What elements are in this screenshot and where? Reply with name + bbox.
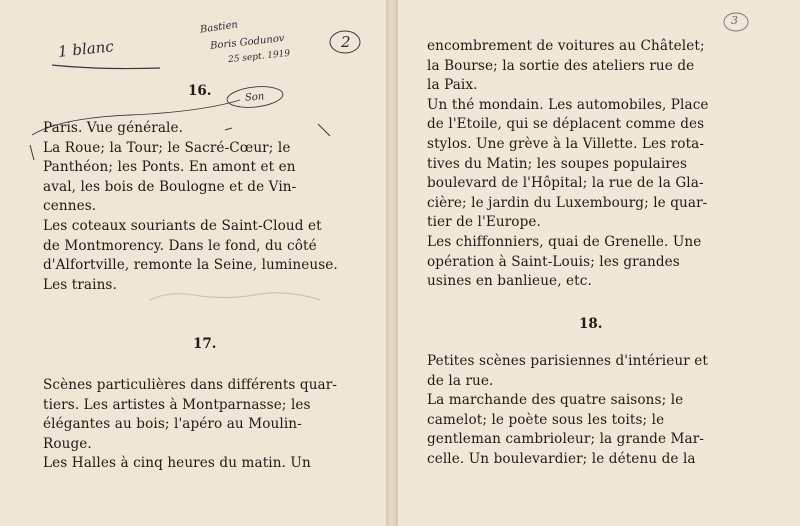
text-line: encombrement de voitures au Châtelet; <box>427 38 705 54</box>
text-line: stylos. Une grève à la Villette. Les rota- <box>427 135 705 152</box>
text-line: de l'Etoile, qui se déplacent comme des <box>427 116 705 133</box>
text-line: La Roue; la Tour; le Sacré-Cœur; le <box>43 139 291 156</box>
text-line: celle. Un boulevardier; le détenu de la <box>427 450 696 467</box>
right-page-continuation-text <box>427 37 777 292</box>
text-line: d'Alfortville, remonte la Seine, lumineuse. <box>43 257 338 274</box>
text-line: de la rue. <box>427 372 494 389</box>
text-line: de Montmorency. Dans le fond, du côté <box>43 237 317 254</box>
text-line: boulevard de l'Hôpital; la rue de la Gla- <box>427 175 704 192</box>
text-line: Rouge. <box>43 435 92 452</box>
handwritten-page-number-right: 3 <box>731 14 738 27</box>
text-line: cière; le jardin du Luxembourg; le quar- <box>427 194 708 211</box>
text-line: Panthéon; les Ponts. En amont et en <box>43 159 296 176</box>
text-line: tier de l'Europe. <box>427 214 541 231</box>
text-line: Petites scènes parisiennes d'intérieur et <box>427 353 708 369</box>
section-16-text <box>43 119 378 295</box>
section-17-text <box>43 376 378 474</box>
text-line: tiers. Les artistes à Montparnasse; les <box>43 396 311 413</box>
handwritten-page-number: 2 <box>341 33 351 51</box>
text-line: Scènes particulières dans différents quar- <box>43 377 338 393</box>
text-line: opération à Saint-Louis; les grandes <box>427 253 680 270</box>
section-number-16: 16. <box>188 83 212 99</box>
handwritten-note-date: 25 sept. 1919 <box>227 48 291 66</box>
text-line: la Bourse; la sortie des ateliers rue de <box>427 57 695 74</box>
text-line: la Paix. <box>427 77 478 94</box>
section-number-18: 18. <box>579 316 603 332</box>
section-18-text <box>427 352 777 470</box>
text-line: Les coteaux souriants de Saint-Cloud et <box>43 217 322 234</box>
text-line: usines en banlieue, etc. <box>427 273 592 290</box>
text-line: Les Halles à cinq heures du matin. Un <box>43 455 311 472</box>
text-line: Paris. Vue générale. <box>43 120 184 136</box>
text-line: élégantes au bois; l'apéro au Moulin- <box>43 416 302 433</box>
text-line: tives du Matin; les soupes populaires <box>427 155 688 172</box>
handwritten-note-son: Son <box>244 91 265 104</box>
text-line: La marchande des quatre saisons; le <box>427 392 684 409</box>
section-number-17: 17. <box>193 336 217 352</box>
text-line: cennes. <box>43 198 97 215</box>
text-line: camelot; le poète sous les toits; le <box>427 411 665 428</box>
text-line: Les trains. <box>43 276 117 293</box>
text-line: gentleman cambrioleur; la grande Mar- <box>427 431 705 448</box>
handwritten-note-name: Bastien <box>199 19 239 36</box>
text-line: Les chiffonniers, quai de Grenelle. Une <box>427 233 702 250</box>
handwritten-note-title: Boris Godunov <box>209 33 285 52</box>
text-line: Un thé mondain. Les automobiles, Place <box>427 96 709 113</box>
text-line: aval, les bois de Boulogne et de Vin- <box>43 178 297 195</box>
handwritten-note-blanc: 1 blanc <box>57 37 115 61</box>
